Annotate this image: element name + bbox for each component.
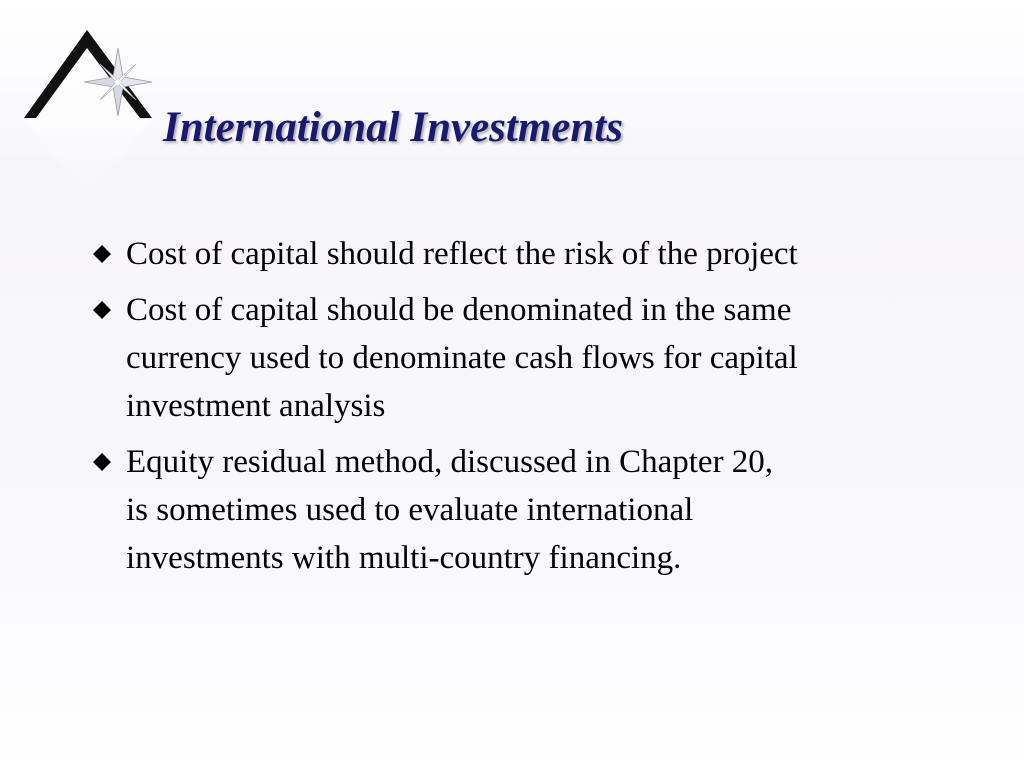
bullet-text-line: Equity residual method, discussed in Chapter 20,: [126, 444, 774, 480]
bullet-item: [92, 438, 972, 582]
bullet-text-line: Cost of capital should reflect the risk of the project: [126, 236, 798, 272]
bullet-text-line: investments with multi-country financing.: [126, 540, 682, 576]
bullet-text-line: is sometimes used to evaluate international: [126, 492, 694, 528]
diamond-bullet-icon: [92, 300, 112, 320]
bullet-item: [92, 230, 972, 278]
diamond-bullet-icon: [92, 452, 112, 472]
diamond-star-logo-icon: [20, 28, 160, 198]
bullet-list: [92, 230, 972, 590]
bullet-text-line: currency used to denominate cash flows for capital: [126, 340, 798, 376]
bullet-item: [92, 286, 972, 430]
slide-title: International Investments: [163, 104, 623, 151]
diamond-bullet-icon: [92, 244, 112, 264]
bullet-text-line: investment analysis: [126, 388, 386, 424]
bullet-text-line: Cost of capital should be denominated in the same: [126, 292, 792, 328]
